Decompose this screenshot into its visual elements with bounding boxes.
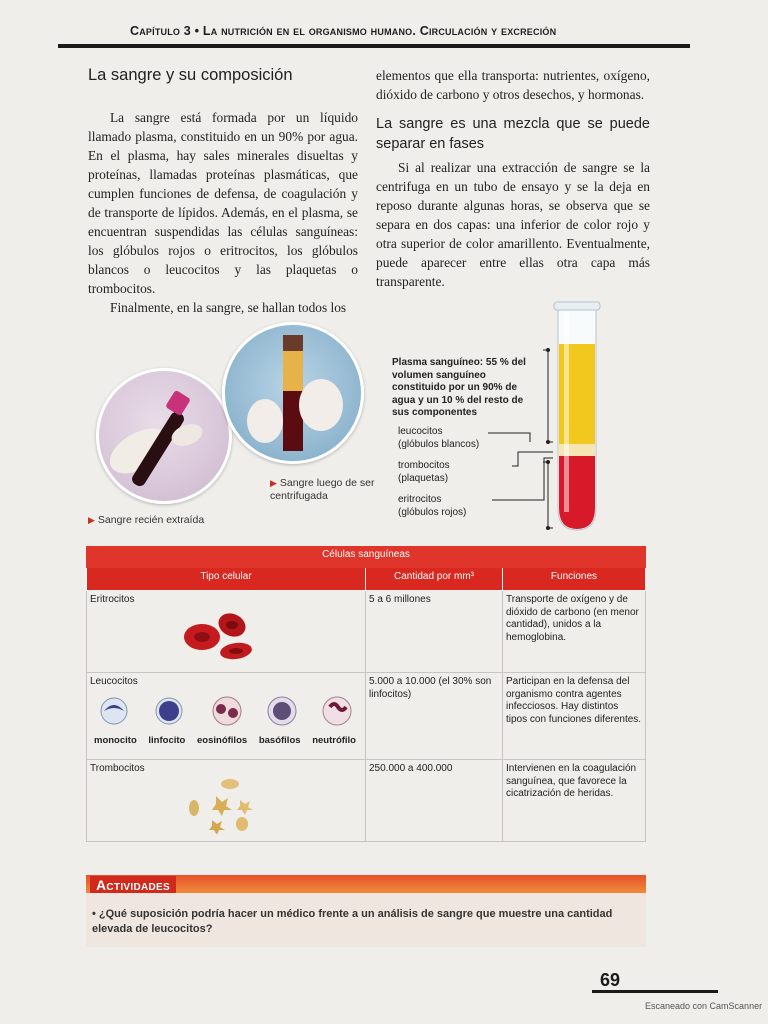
fresh-blood-photo <box>96 368 232 504</box>
subsection-title: La sangre es una mezcla que se puede separar en fases <box>376 116 650 152</box>
caption-arrow-icon: ▶ <box>88 515 95 525</box>
cell-amount: 5.000 a 10.000 (el 30% son linfocitos) <box>366 673 503 760</box>
blood-cells-table <box>86 546 646 842</box>
cell-function: Participan en la defensa del organismo contra agentes infecciosos. Hay distintos tipos con funciones diferentes. <box>503 673 646 760</box>
scanner-watermark: Escaneado con CamScanner <box>645 1001 763 1011</box>
page-number: 69 <box>600 970 621 990</box>
cell-type <box>87 673 366 760</box>
col-header-amount: Cantidad por mm³ <box>366 568 503 591</box>
left-column <box>88 108 358 317</box>
paragraph-continuation: elementos que ella transporta: nutrientes, oxígeno, dióxido de carbono y otros desechos, y hormonas. <box>376 68 650 102</box>
leukocytes-image <box>90 689 360 731</box>
wbc-label-neutrofilo: neutrófilo <box>312 735 356 746</box>
cell-amount: 5 a 6 millones <box>366 591 503 673</box>
cell-amount: 250.000 a 400.000 <box>366 760 503 842</box>
trombocitos-label: trombocitos (plaquetas) <box>398 460 450 484</box>
platelets-image <box>182 776 272 834</box>
caption-arrow-icon: ▶ <box>270 478 277 488</box>
caption-fresh-text: Sangre recién extraída <box>97 514 205 526</box>
table-row <box>87 673 646 760</box>
col-header-type: Tipo celular <box>87 568 366 591</box>
caption-centrifuged-text: Sangre luego de ser centrifugada <box>270 477 375 502</box>
centrifuged-tube-image <box>225 325 361 461</box>
paragraph-centrifuge: Si al realizar una extracción de sangre se la centrifuga en un tubo de ensayo y se la deja en reposo durante algunas horas, se observa que se separa en dos capas: una inferior de color rojo y otra superior de color amarillento. Eventualmente, puede aparecer entre ellas otra capa más transparente. <box>376 160 650 289</box>
cell-function: Intervienen en la coagulación sanguínea, que favorece la cicatrización de heridas. <box>503 760 646 842</box>
type-label: Leucocitos <box>90 676 138 687</box>
type-label: Eritrocitos <box>90 594 135 605</box>
erythrocytes-image <box>174 607 284 665</box>
header-rule <box>58 44 690 48</box>
section-title: La sangre y su composición <box>88 66 293 84</box>
blood-tube-hand-image <box>99 371 229 501</box>
wbc-label-basofilos: basófilos <box>258 735 301 746</box>
wbc-label-linfocito: linfocito <box>148 735 186 746</box>
table-row <box>87 760 646 842</box>
right-column <box>376 66 650 291</box>
wbc-label-eosinofilos: eosinófilos <box>197 735 248 746</box>
cell-type <box>87 591 366 673</box>
table-title: Células sanguíneas <box>87 547 646 568</box>
centrifuged-blood-photo <box>222 322 364 464</box>
test-tube-diagram <box>430 300 620 536</box>
type-label: Trombocitos <box>90 763 145 774</box>
caption-fresh-blood <box>88 514 204 527</box>
col-header-function: Funciones <box>503 568 646 591</box>
plasma-label: Plasma sanguíneo: 55 % del volumen sanguíneo constituido por un 90% de agua y un 10 % del resto de sus componentes <box>392 357 526 418</box>
table-row <box>87 591 646 673</box>
eritrocitos-label: eritrocitos (glóbulos rojos) <box>398 494 467 518</box>
cell-function: Transporte de oxígeno y de dióxido de carbono (en menor cantidad), unidos a la hemoglobina. <box>503 591 646 673</box>
activities-title: Actividades <box>90 876 176 894</box>
footer-rule <box>592 990 718 993</box>
cell-type <box>87 760 366 842</box>
leucocitos-label: leucocitos (glóbulos blancos) <box>398 426 480 450</box>
paragraph-finally: Finalmente, en la sangre, se hallan todos los <box>110 300 347 315</box>
wbc-label-monocito: monocito <box>94 735 137 746</box>
chapter-header: Capítulo 3 • La nutrición en el organismo humano. Circulación y excreción <box>130 24 557 38</box>
activities-question: • ¿Qué suposición podría hacer un médico frente a un análisis de sangre que muestre una cantidad elevada de leucocitos? <box>92 908 613 935</box>
paragraph-composition: La sangre está formada por un líquido llamado plasma, constituido en un 90% por agua. En el plasma, hay sales minerales disueltas y proteínas, llamadas proteínas plasmáticas, que cumplen funciones de defensa, de coagulación y de transporte de lípidos. Además, en el plasma, se encuentran suspendidas las células sanguíneas: los glóbulos rojos o eritrocitos, los glóbulos blancos o leucocitos y las plaquetas o trombocitos. <box>88 110 358 296</box>
caption-centrifuged-blood <box>270 477 380 503</box>
